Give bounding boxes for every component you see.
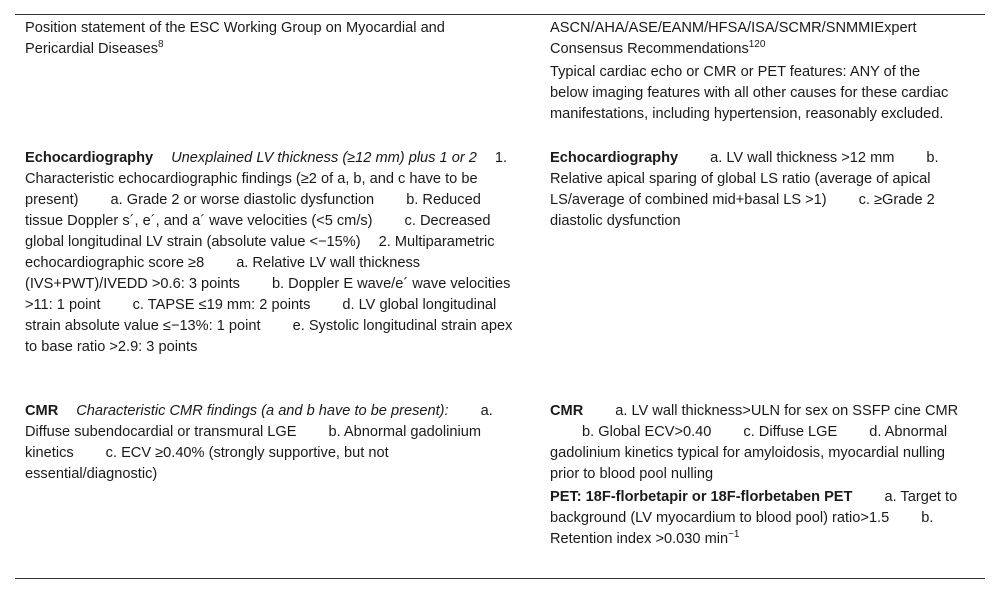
cmr-right-label: CMR [550,403,584,419]
echo-left-cell [25,148,515,360]
list-item: a. LV wall thickness >12 mm [710,150,895,166]
list-item: d. LV global longitudinal strain absolute value ≤−13%: 1 point [25,297,497,334]
header-left-text: Position statement of the ESC Working Group on Myocardial and Pericardial Diseases [25,20,445,57]
header-right-cell [550,18,960,127]
cmr-right-text [550,401,960,485]
echo-right-label: Echocardiography [550,150,679,166]
list-item: a. Diffuse subendocardial or transmural LGE [25,403,493,440]
criteria-table [15,14,985,579]
cmr-left-intro: Characteristic CMR findings (a and b have to be present): [76,403,449,419]
list-item: d. Abnormal gadolinium kinetics typical for amyloidosis, myocardial nulling prior to blood pool nulling [550,424,948,482]
header-right-text: ASCN/AHA/ASE/EANM/HFSA/ISA/SCMR/SNMMIExpert Consensus Recommendations [550,20,917,57]
echo-left-intro: Unexplained LV thickness (≥12 mm) plus 1 or 2 [171,150,477,166]
list-item: b. Doppler E wave/e´ wave velocities >11: 1 point [25,276,511,313]
list-item: c. ECV ≥0.40% (strongly supportive, but not essential/diagnostic) [25,445,389,482]
list-item: a. LV wall thickness>ULN for sex on SSFP cine CMR [615,403,959,419]
cmr-left-label: CMR [25,403,59,419]
header-right-note: Typical cardiac echo or CMR or PET features: ANY of the below imaging features with all other causes for these cardiac manifestations, including hypertension, reasonably excluded. [550,64,949,122]
list-item: a. Relative LV wall thickness (IVS+PWT)/IVEDD >0.6: 3 points [25,255,421,292]
cmr-left-text [25,401,515,485]
echo-left-label: Echocardiography [25,150,154,166]
cmr-right-cell [550,401,960,552]
list-item: b. Global ECV>0.40 [582,424,712,440]
echo-right-text [550,148,960,232]
list-item: b. Abnormal gadolinium kinetics [25,424,481,461]
list-item: 2. Multiparametric echocardiographic score ≥8 [25,234,495,271]
list-item: 1. Characteristic echocardiographic findings (≥2 of a, b, and c have to be present) [25,150,508,208]
list-item: b. Retention index >0.030 min [550,510,934,547]
header-right-ref: 120 [748,39,766,50]
pet-text [550,487,960,550]
list-item: c. Diffuse LGE [743,424,838,440]
header-left-title [25,18,515,60]
header-left-cell [25,18,515,62]
list-item: c. ≥Grade 2 diastolic dysfunction [550,192,935,229]
list-item: b. Reduced tissue Doppler s´, e´, and a´ wave velocities (<5 cm/s) [25,192,481,229]
list-item: a. Target to background (LV myocardium to blood pool) ratio>1.5 [550,489,958,526]
header-left-ref: 8 [158,39,164,50]
echo-right-cell [550,148,960,234]
list-item: e. Systolic longitudinal strain apex to base ratio >2.9: 3 points [25,318,513,355]
list-item: a. Grade 2 or worse diastolic dysfunction [110,192,375,208]
header-right-title [550,18,960,60]
pet-unit-exponent: −1 [728,529,740,540]
cmr-left-cell [25,401,515,487]
list-item: b. Relative apical sparing of global LS ratio (average of apical LS/average of combined mid+basal LS >1) [550,150,939,208]
echo-left-text [25,148,515,358]
pet-label: PET: 18F-florbetapir or 18F-florbetaben PET [550,489,853,505]
list-item: c. Decreased global longitudinal LV strain (absolute value <−15%) [25,213,491,250]
list-item: c. TAPSE ≤19 mm: 2 points [132,297,311,313]
